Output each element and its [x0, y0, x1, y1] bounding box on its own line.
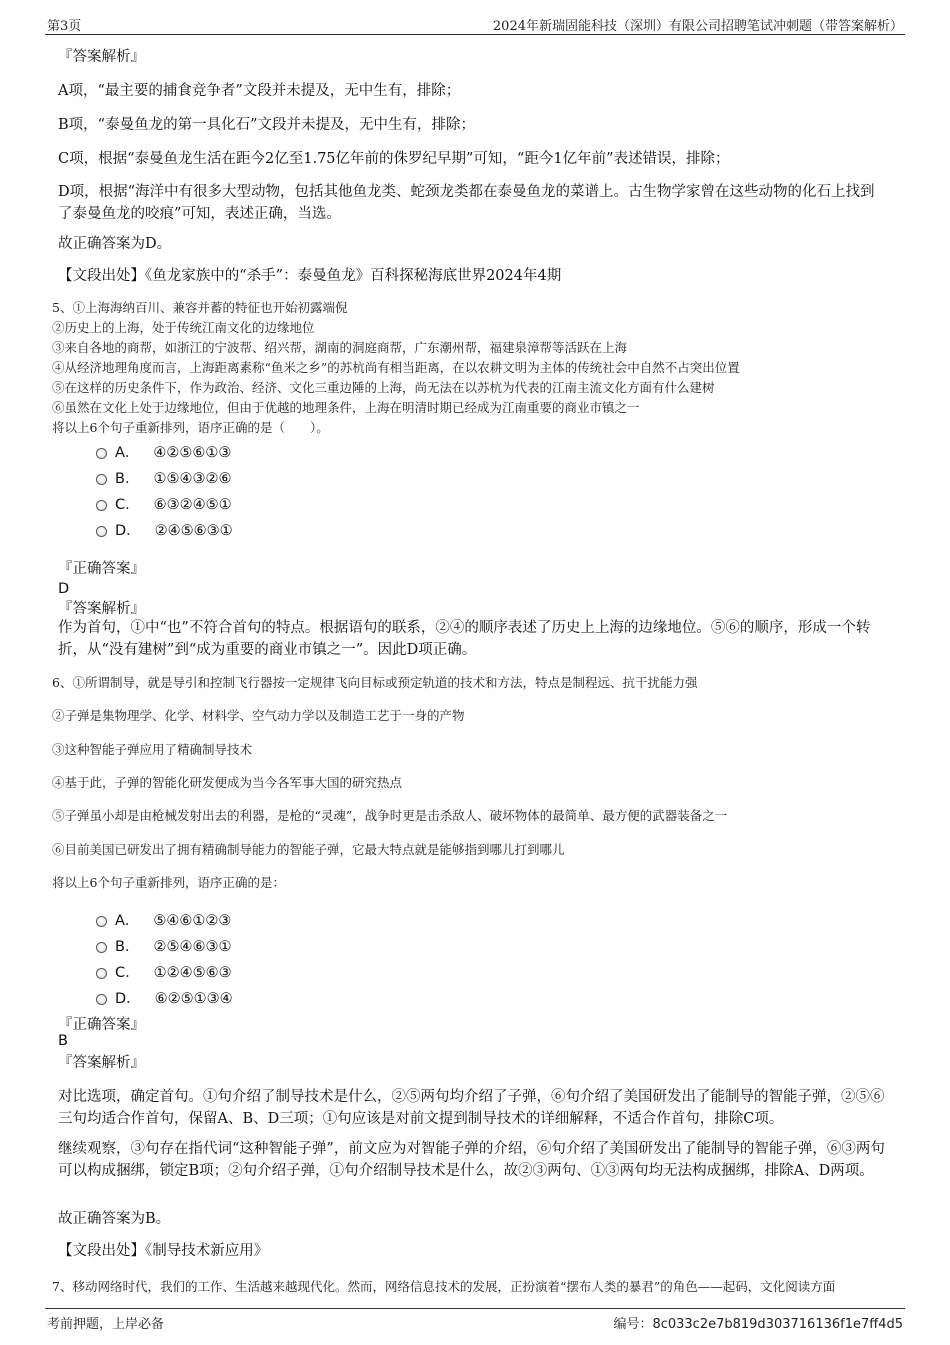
option-letter: C． [115, 965, 140, 981]
option-text: ⑥③②④⑤① [153, 497, 232, 513]
q6-answer-heading: 『正确答案』 [58, 1017, 145, 1033]
q6-option-a[interactable] [96, 909, 231, 930]
q4-analysis-heading: 『答案解析』 [58, 49, 145, 65]
q6-line-4: ④基于此，子弹的智能化研发便成为当今各军事大国的研究热点 [52, 775, 403, 790]
q6-analysis-heading: 『答案解析』 [58, 1055, 145, 1071]
radio-icon[interactable] [96, 526, 107, 537]
radio-icon[interactable] [96, 500, 107, 511]
q6-source-label: 【文段出处】 [58, 1243, 145, 1259]
footer-divider [45, 1308, 905, 1309]
option-letter: D． [115, 991, 141, 1007]
q5-answer-heading: 『正确答案』 [58, 561, 145, 577]
q5-line-6: ⑥虽然在文化上处于边缘地位，但由于优越的地理条件，上海在明清时期已经成为江南重要的商业市镇之一 [52, 400, 640, 415]
radio-icon[interactable] [96, 994, 107, 1005]
q6-source [58, 1240, 268, 1262]
q6-analysis-2: 继续观察，③句存在指代词“这种智能子弹”，前文应为对智能子弹的介绍，⑥句介绍了美国研发出了能制导的智能子弹，⑥③两句可以构成捆绑，锁定B项；②句介绍子弹，①句介绍制导技术是什么，故②③两句、①③两句均无法构成捆绑，排除A、D两项。 [58, 1141, 885, 1179]
q6-source-text: 《制导技术新应用》 [145, 1243, 269, 1259]
option-letter: A． [115, 445, 140, 461]
q5-option-b[interactable] [96, 467, 231, 488]
q6-analysis-1: 对比选项，确定首句。①句介绍了制导技术是什么，②⑤两句均介绍了子弹，⑥句介绍了美国研发出了能制导的智能子弹，②⑤⑥三句均适合作首句，保留A、B、D三项；①句应该是对前文提到制导技术的详细解释，不适合作首句，排除C项。 [58, 1089, 885, 1127]
q4-source [58, 265, 561, 287]
option-letter: A． [115, 913, 140, 929]
q5-prompt: 将以上6个句子重新排列，语序正确的是（ ）。 [52, 420, 329, 435]
header-divider [45, 34, 905, 35]
document-title: 2024年新瑞固能科技（深圳）有限公司招聘笔试冲刺题（带答案解析） [492, 19, 903, 34]
footer-slogan: 考前押题，上岸必备 [47, 1317, 165, 1332]
q4-analysis-c: C项，根据“泰曼鱼龙生活在距今2亿至1.75亿年前的侏罗纪早期”可知，“距今1亿年前”表述错误，排除； [58, 151, 730, 167]
code-value: 8c033c2e7b819d303716136f1e7ff4d5 [652, 1317, 903, 1332]
option-text: ⑤④⑥①②③ [153, 913, 232, 929]
q5-analysis: 作为首句，①中“也”不符合首句的特点。根据语句的联系，②④的顺序表述了历史上上海的边缘地位。⑤⑥的顺序，形成一个转折，从“没有建树”到“成为重要的商业市镇之一”。因此D项正确。 [58, 620, 871, 658]
q6-line-1: 6、①所谓制导，就是导引和控制飞行器按一定规律飞向目标或预定轨道的技术和方法，特点是制程远、抗干扰能力强 [52, 675, 698, 690]
q4-source-label: 【文段出处】 [58, 268, 145, 284]
radio-icon[interactable] [96, 474, 107, 485]
option-text: ①⑤④③②⑥ [153, 471, 232, 487]
radio-icon[interactable] [96, 942, 107, 953]
option-letter: B． [115, 939, 140, 955]
q5-line-3: ③来自各地的商帮，如浙江的宁波帮、绍兴帮，湖南的洞庭商帮，广东潮州帮，福建泉漳帮等活跃在上海 [52, 340, 628, 355]
q5-line-5: ⑤在这样的历史条件下，作为政治、经济、文化三重边陲的上海，尚无法在以苏杭为代表的江南主流文化方面有什么建树 [52, 380, 715, 395]
q6-line-3: ③这种智能子弹应用了精确制导技术 [52, 742, 253, 757]
q6-option-d[interactable] [96, 987, 233, 1008]
q7-line-1: 7、移动网络时代，我们的工作、生活越来越现代化。然而，网络信息技术的发展，正扮演着“摆布人类的暴君”的角色——起码，文化阅读方面 [52, 1279, 836, 1294]
option-text: ①②④⑤⑥③ [153, 965, 232, 981]
q5-line-2: ②历史上的上海，处于传统江南文化的边缘地位 [52, 320, 315, 335]
radio-icon[interactable] [96, 968, 107, 979]
q6-line-5: ⑤子弹虽小却是由枪械发射出去的利器，是枪的“灵魂”，战争时更是击杀敌人、破坏物体的最简单、最方便的武器装备之一 [52, 808, 728, 823]
q6-option-b[interactable] [96, 935, 231, 956]
option-letter: B． [115, 471, 140, 487]
q6-prompt: 将以上6个句子重新排列，语序正确的是： [52, 875, 285, 890]
q5-line-1: 5、①上海海纳百川、兼容并蓄的特征也开始初露端倪 [52, 300, 348, 315]
q6-line-2: ②子弹是集物理学、化学、材料学、空气动力学以及制造工艺于一身的产物 [52, 708, 465, 723]
q5-option-c[interactable] [96, 493, 232, 514]
q6-line-6: ⑥目前美国已研发出了拥有精确制导能力的智能子弹，它最大特点就是能够指到哪儿打到哪儿 [52, 842, 565, 857]
q6-option-c[interactable] [96, 961, 232, 982]
q5-analysis-heading: 『答案解析』 [58, 601, 145, 617]
q4-analysis-b: B项，“泰曼鱼龙的第一具化石”文段并未提及，无中生有，排除； [58, 117, 475, 133]
option-letter: C． [115, 497, 140, 513]
document-code [613, 1313, 903, 1332]
option-text: ⑥②⑤①③④ [154, 991, 233, 1007]
q4-conclusion: 故正确答案为D。 [58, 236, 172, 252]
option-text: ②⑤④⑥③① [153, 939, 232, 955]
page-number: 第3页 [47, 19, 82, 34]
option-text: ④②⑤⑥①③ [153, 445, 232, 461]
q6-answer: B [58, 1033, 68, 1049]
radio-icon[interactable] [96, 916, 107, 927]
q5-line-4: ④从经济地理角度而言，上海距离素称“鱼米之乡”的苏杭尚有相当距离，在以农耕文明为主体的传统社会中自然不占突出位置 [52, 360, 740, 375]
q4-analysis-d: D项，根据“海洋中有很多大型动物，包括其他鱼龙类、蛇颈龙类都在泰曼鱼龙的菜谱上。古生物学家曾在这些动物的化石上找到了泰曼鱼龙的咬痕”可知，表述正确，当选。 [58, 184, 875, 222]
option-letter: D． [115, 523, 141, 539]
code-label: 编号： [613, 1317, 653, 1332]
q5-option-d[interactable] [96, 519, 233, 540]
q5-answer: D [58, 581, 70, 597]
radio-icon[interactable] [96, 448, 107, 459]
q6-conclusion: 故正确答案为B。 [58, 1211, 171, 1227]
option-text: ②④⑤⑥③① [154, 523, 233, 539]
q4-analysis-a: A项，“最主要的捕食竞争者”文段并未提及，无中生有，排除； [58, 83, 461, 99]
q5-option-a[interactable] [96, 441, 231, 462]
q4-source-text: 《鱼龙家族中的“杀手”：泰曼鱼龙》百科探秘海底世界2024年4期 [145, 268, 562, 284]
